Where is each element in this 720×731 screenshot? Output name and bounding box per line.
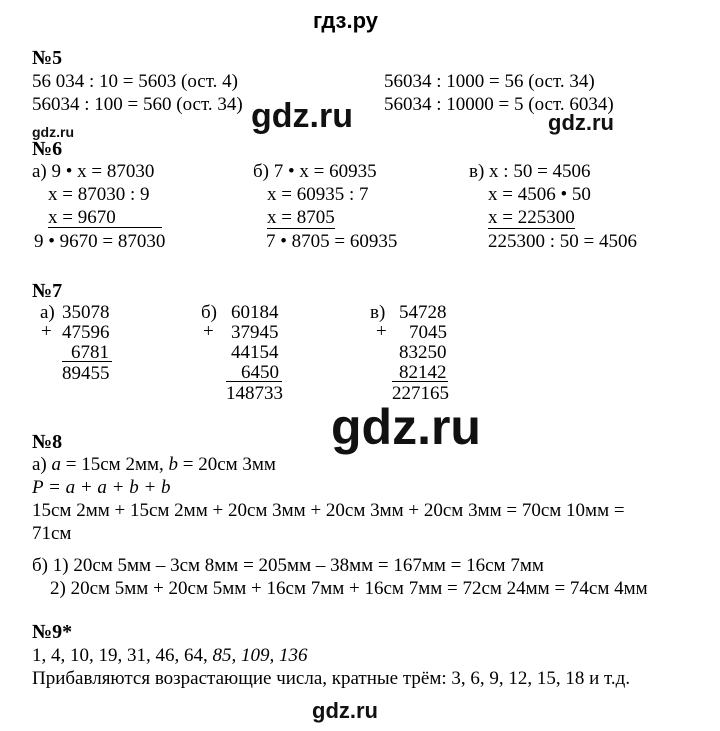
task7-title: №7	[32, 280, 63, 302]
task7-a-sum: 89455	[62, 363, 110, 384]
watermark: gdz.ru	[251, 97, 353, 135]
task7-b-plus: +	[203, 321, 214, 342]
task5-line: 56034 : 100 = 560 (ост. 34)	[32, 94, 243, 115]
task8-a-given	[32, 455, 276, 474]
task6-a-check: 9 • 9670 = 87030	[34, 231, 166, 252]
watermark: gdz.ru	[548, 110, 614, 135]
task6-c-equation: в) x : 50 = 4506	[469, 161, 591, 182]
task8-formula: P = a + a + b + b	[32, 477, 171, 498]
task7-a-row: 35078	[62, 302, 110, 323]
task7-b-row: 6450	[241, 362, 279, 383]
task6-a-equation: а) 9 • x = 87030	[32, 161, 155, 182]
task7-a-label: а)	[40, 302, 55, 323]
task7-a-rule	[62, 361, 112, 362]
task7-b-row: 37945	[231, 322, 279, 343]
task5-title: №5	[32, 47, 63, 69]
task7-c-rule	[392, 381, 448, 382]
task9-title: №9*	[32, 621, 73, 643]
site-header: гдз.ру	[313, 8, 378, 33]
task6-a-step: x = 87030 : 9	[48, 184, 150, 205]
task6-b-step: x = 60935 : 7	[267, 184, 369, 205]
task8-b-line2: 2) 20см 5мм + 20см 5мм + 16см 7мм + 16см 7мм = 72см 24мм = 74см 4мм	[50, 578, 648, 599]
task7-c-row: 54728	[399, 302, 447, 323]
task8-b-line1: б) 1) 20см 5мм – 3см 8мм = 205мм – 38мм = 167мм = 16см 7мм	[32, 555, 544, 576]
task8-sum-result: 71см	[32, 523, 72, 544]
task7-c-row: 7045	[409, 322, 447, 343]
task7-a-row: 47596	[62, 322, 110, 343]
task8-title: №8	[32, 431, 63, 453]
task6-b-answer: x = 8705	[267, 207, 335, 228]
task7-c-plus: +	[376, 321, 387, 342]
watermark: gdz.ru	[331, 399, 481, 455]
task9-explanation: Прибавляются возрастающие числа, кратные трём: 3, 6, 9, 12, 15, 18 и т.д.	[32, 668, 631, 689]
task8-a-mid: = 15см 2мм,	[61, 454, 169, 475]
task7-c-label: в)	[370, 302, 386, 323]
watermark: gdz.ru	[32, 124, 74, 140]
task9-sequence	[32, 646, 308, 665]
task9-seq-given: 1, 4, 10, 19, 31, 46, 64,	[32, 645, 213, 666]
task9-seq-answer: 85, 109, 136	[212, 645, 308, 666]
task7-a-plus: +	[41, 321, 52, 342]
task7-b-row: 60184	[231, 302, 279, 323]
task6-b-check: 7 • 8705 = 60935	[266, 231, 398, 252]
task8-var-a: a	[51, 454, 62, 475]
task6-c-step: x = 4506 • 50	[488, 184, 591, 205]
task7-c-row: 83250	[399, 342, 447, 363]
task8-sum-line: 15см 2мм + 15см 2мм + 20см 3мм + 20см 3мм + 20см 3мм = 70см 10мм =	[32, 500, 625, 521]
task8-a-prefix: а)	[32, 454, 52, 475]
task7-b-rule	[226, 381, 282, 382]
task6-c-check: 225300 : 50 = 4506	[488, 231, 637, 252]
task8-var-b: b	[168, 454, 178, 475]
task6-a-answer: x = 9670	[48, 207, 116, 228]
task7-a-row: 6781	[71, 342, 109, 363]
task5-line: 56 034 : 10 = 5603 (ост. 4)	[32, 71, 238, 92]
task6-c-answer: x = 225300	[488, 207, 575, 228]
watermark: gdz.ru	[312, 698, 378, 723]
task6-a-underline	[48, 227, 162, 228]
task7-b-sum: 148733	[226, 383, 283, 404]
task7-c-sum: 227165	[392, 383, 449, 404]
task5-line: 56034 : 10000 = 5 (ост. 6034)	[384, 94, 614, 115]
task8-a-end: = 20см 3мм	[177, 454, 276, 475]
task6-title: №6	[32, 138, 63, 160]
task7-b-label: б)	[201, 302, 217, 323]
task7-b-row: 44154	[231, 342, 279, 363]
task6-b-equation: б) 7 • x = 60935	[253, 161, 377, 182]
task7-c-row: 82142	[399, 362, 447, 383]
task5-line: 56034 : 1000 = 56 (ост. 34)	[384, 71, 595, 92]
